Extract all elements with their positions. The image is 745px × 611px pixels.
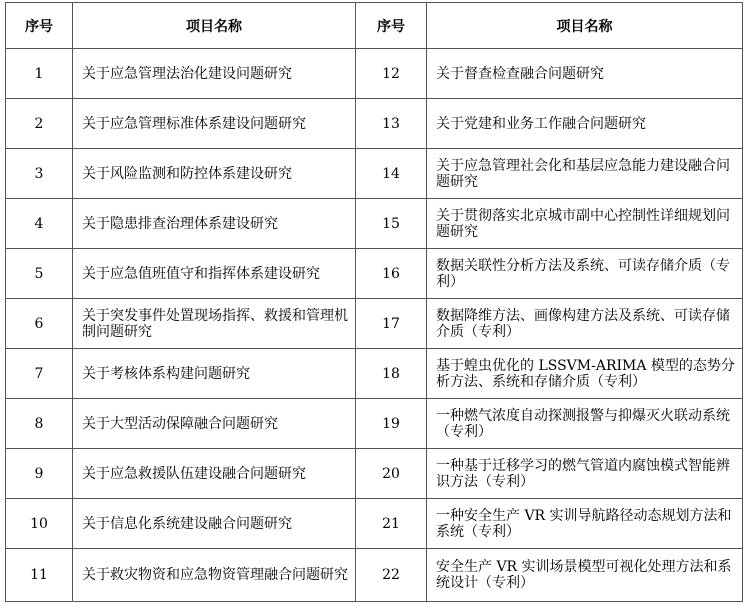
left-project-name-cell: 关于隐患排查治理体系建设研究 (73, 199, 356, 249)
right-project-name-cell: 一种燃气浓度自动探测报警与抑爆灭火联动系统（专利） (427, 399, 743, 449)
left-number-cell: 3 (6, 149, 73, 199)
table-row (6, 299, 743, 349)
project-table (5, 2, 743, 602)
header-seq-left: 序号 (6, 3, 73, 49)
right-project-name-cell: 基于蝗虫优化的 LSSVM-ARIMA 模型的态势分析方法、系统和存储介质（专利） (427, 349, 743, 399)
table-row (6, 149, 743, 199)
right-number-cell: 21 (356, 499, 427, 549)
left-number-cell: 8 (6, 399, 73, 449)
table-row (6, 49, 743, 99)
table-row (6, 549, 743, 602)
left-project-name-cell: 关于突发事件处置现场指挥、救援和管理机制问题研究 (73, 299, 356, 349)
table-row (6, 499, 743, 549)
right-project-name-cell: 关于贯彻落实北京城市副中心控制性详细规划问题研究 (427, 199, 743, 249)
left-number-cell: 1 (6, 49, 73, 99)
header-seq-right: 序号 (356, 3, 427, 49)
left-number-cell: 11 (6, 549, 73, 602)
left-number-cell: 5 (6, 249, 73, 299)
table-row (6, 449, 743, 499)
right-number-cell: 14 (356, 149, 427, 199)
left-project-name-cell: 关于应急管理标准体系建设问题研究 (73, 99, 356, 149)
left-number-cell: 6 (6, 299, 73, 349)
header-row (6, 3, 743, 49)
left-number-cell: 4 (6, 199, 73, 249)
table-row (6, 399, 743, 449)
right-project-name-cell: 一种基于迁移学习的燃气管道内腐蚀模式智能辨识方法（专利） (427, 449, 743, 499)
right-number-cell: 16 (356, 249, 427, 299)
left-project-name-cell: 关于应急管理法治化建设问题研究 (73, 49, 356, 99)
header-name-right: 项目名称 (427, 3, 743, 49)
right-number-cell: 12 (356, 49, 427, 99)
table-row (6, 249, 743, 299)
right-project-name-cell: 一种安全生产 VR 实训导航路径动态规划方法和系统（专利） (427, 499, 743, 549)
right-number-cell: 19 (356, 399, 427, 449)
right-number-cell: 18 (356, 349, 427, 399)
left-project-name-cell: 关于大型活动保障融合问题研究 (73, 399, 356, 449)
left-project-name-cell: 关于风险监测和防控体系建设研究 (73, 149, 356, 199)
left-project-name-cell: 关于应急救援队伍建设融合问题研究 (73, 449, 356, 499)
right-project-name-cell: 关于督查检查融合问题研究 (427, 49, 743, 99)
left-number-cell: 7 (6, 349, 73, 399)
right-project-name-cell: 数据降维方法、画像构建方法及系统、可读存储介质（专利） (427, 299, 743, 349)
left-project-name-cell: 关于信息化系统建设融合问题研究 (73, 499, 356, 549)
table-row (6, 99, 743, 149)
right-project-name-cell: 关于应急管理社会化和基层应急能力建设融合问题研究 (427, 149, 743, 199)
header-name-left: 项目名称 (73, 3, 356, 49)
left-number-cell: 2 (6, 99, 73, 149)
left-number-cell: 10 (6, 499, 73, 549)
table-body (6, 49, 743, 602)
right-project-name-cell: 关于党建和业务工作融合问题研究 (427, 99, 743, 149)
left-number-cell: 9 (6, 449, 73, 499)
right-project-name-cell: 安全生产 VR 实训场景模型可视化处理方法和系统设计（专利） (427, 549, 743, 602)
table-row (6, 349, 743, 399)
right-number-cell: 20 (356, 449, 427, 499)
right-project-name-cell: 数据关联性分析方法及系统、可读存储介质（专利） (427, 249, 743, 299)
right-number-cell: 22 (356, 549, 427, 602)
right-number-cell: 17 (356, 299, 427, 349)
left-project-name-cell: 关于救灾物资和应急物资管理融合问题研究 (73, 549, 356, 602)
left-project-name-cell: 关于应急值班值守和指挥体系建设研究 (73, 249, 356, 299)
table-row (6, 199, 743, 249)
right-number-cell: 13 (356, 99, 427, 149)
left-project-name-cell: 关于考核体系构建问题研究 (73, 349, 356, 399)
right-number-cell: 15 (356, 199, 427, 249)
